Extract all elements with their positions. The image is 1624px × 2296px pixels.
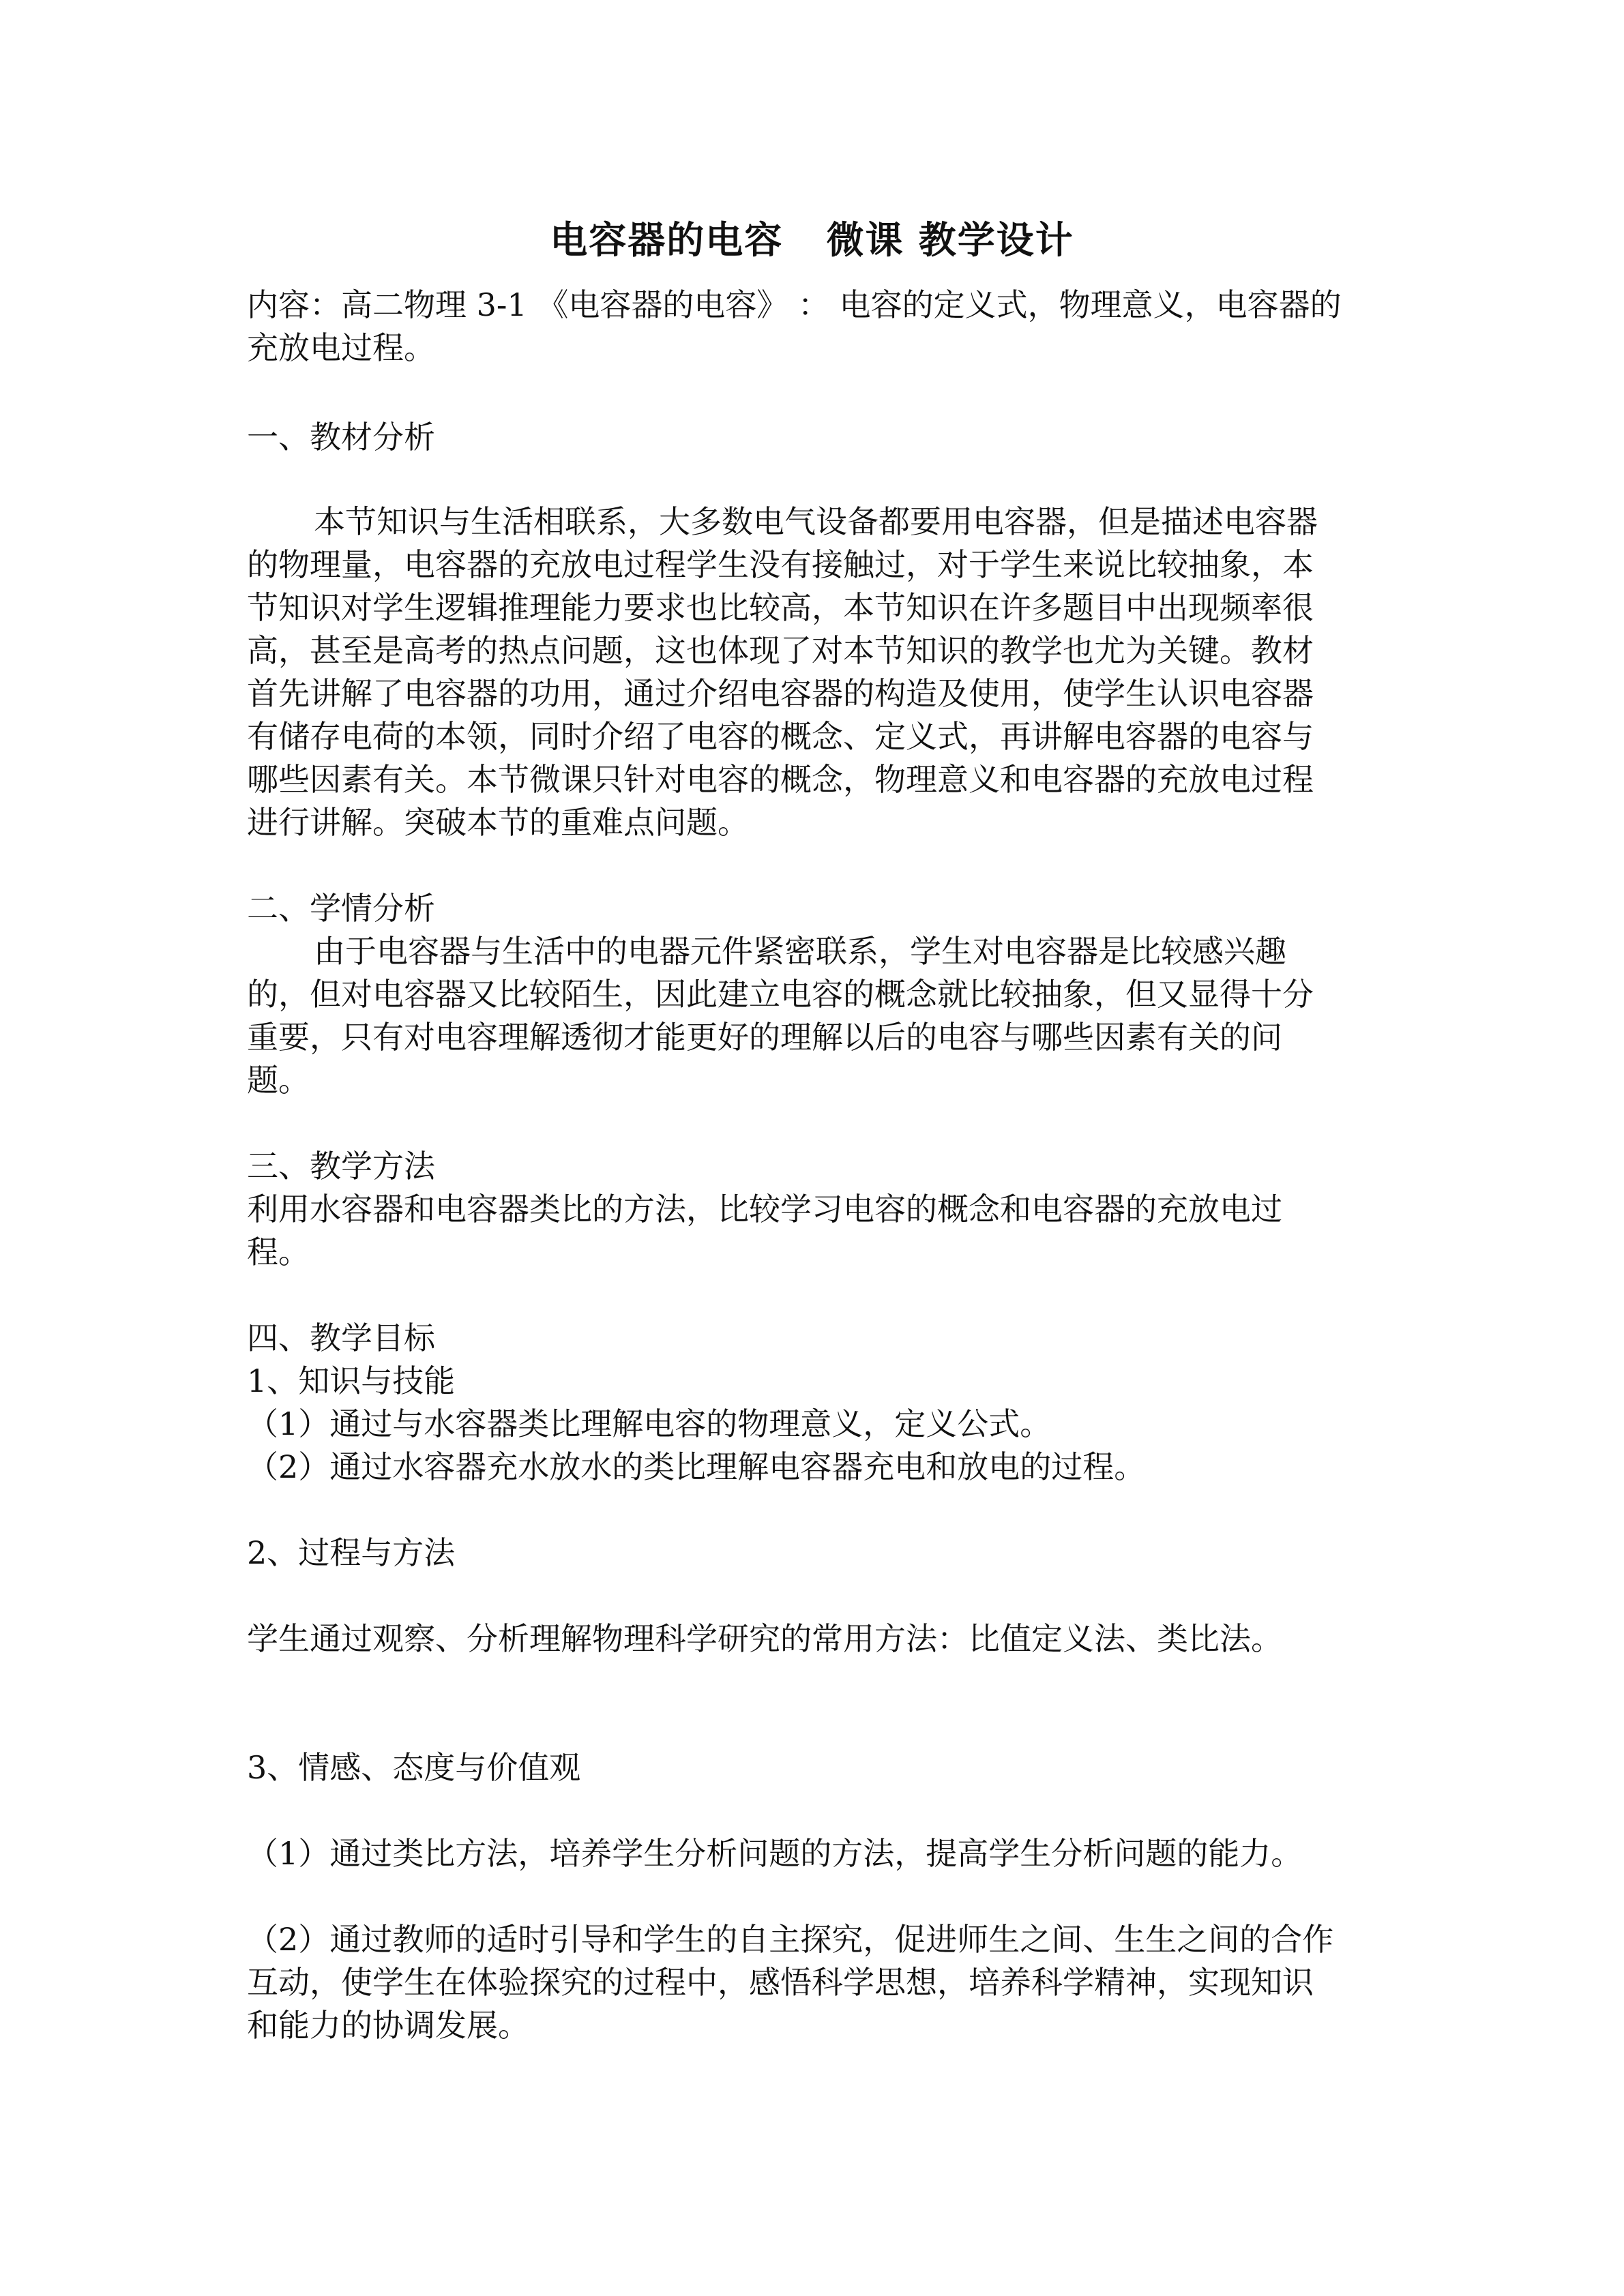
section-1-line: 高，甚至是高考的热点问题，这也体现了对本节知识的教学也尤为关键。教材 — [247, 632, 1314, 669]
section-1-line: 进行讲解。突破本节的重难点问题。 — [247, 804, 749, 841]
document-title: 电容器的电容 微课 教学设计 — [550, 218, 1074, 262]
section-2-heading: 二、学情分析 — [247, 890, 435, 927]
knowledge-skills-item: （1）通过与水容器类比理解电容的物理意义，定义公式。 — [247, 1405, 1052, 1442]
section-1-line: 哪些因素有关。本节微课只针对电容的概念，物理意义和电容器的充放电过程 — [247, 761, 1314, 798]
section-1-line: 首先讲解了电容器的功用，通过介绍电容器的构造及使用，使学生认识电容器 — [247, 675, 1314, 712]
section-3-line: 利用水容器和电容器类比的方法，比较学习电容的概念和电容器的充放电过 — [247, 1191, 1282, 1227]
section-3-heading: 三、教学方法 — [247, 1148, 435, 1184]
knowledge-skills-item: （2）通过水容器充水放水的类比理解电容器充电和放电的过程。 — [247, 1448, 1146, 1485]
section-1-line: 节知识对学生逻辑推理能力要求也比较高，本节知识在许多题目中出现频率很 — [247, 589, 1314, 626]
section-2-line: 的，但对电容器又比较陌生，因此建立电容的概念就比较抽象，但又显得十分 — [247, 976, 1314, 1013]
process-methods-text: 学生通过观察、分析理解物理科学研究的常用方法：比值定义法、类比法。 — [247, 1620, 1282, 1657]
emotion-values-item: （2）通过教师的适时引导和学生的自主探究，促进师生之间、生生之间的合作 — [247, 1921, 1334, 1958]
emotion-values-item: 互动，使学生在体验探究的过程中，感悟科学思想，培养科学精神，实现知识 — [247, 1964, 1314, 2001]
section-1-heading: 一、教材分析 — [247, 419, 435, 456]
section-2-line: 重要，只有对电容理解透彻才能更好的理解以后的电容与哪些因素有关的问 — [247, 1019, 1282, 1056]
emotion-values-heading: 3、情感、态度与价值观 — [247, 1749, 581, 1786]
section-1-line: 的物理量，电容器的充放电过程学生没有接触过，对于学生来说比较抽象，本 — [247, 546, 1314, 583]
emotion-values-item: 和能力的协调发展。 — [247, 2007, 529, 2044]
section-1-line: 本节知识与生活相联系，大多数电气设备都要用电容器，但是描述电容器 — [314, 503, 1318, 540]
section-2-line: 题。 — [247, 1062, 310, 1099]
section-2-line: 由于电容器与生活中的电器元件紧密联系，学生对电容器是比较感兴趣 — [314, 933, 1286, 970]
knowledge-skills-heading: 1、知识与技能 — [247, 1362, 456, 1399]
process-methods-heading: 2、过程与方法 — [247, 1534, 456, 1571]
content-line-1: 内容：高二物理 3-1 《电容器的电容》 ： 电容的定义式，物理意义，电容器的 — [247, 286, 1342, 323]
content-line-2: 充放电过程。 — [247, 329, 435, 366]
section-3-line: 程。 — [247, 1234, 310, 1270]
emotion-values-item: （1）通过类比方法，培养学生分析问题的方法，提高学生分析问题的能力。 — [247, 1835, 1303, 1872]
section-1-line: 有储存电荷的本领，同时介绍了电容的概念、定义式，再讲解电容器的电容与 — [247, 718, 1314, 755]
section-4-heading: 四、教学目标 — [247, 1320, 435, 1356]
